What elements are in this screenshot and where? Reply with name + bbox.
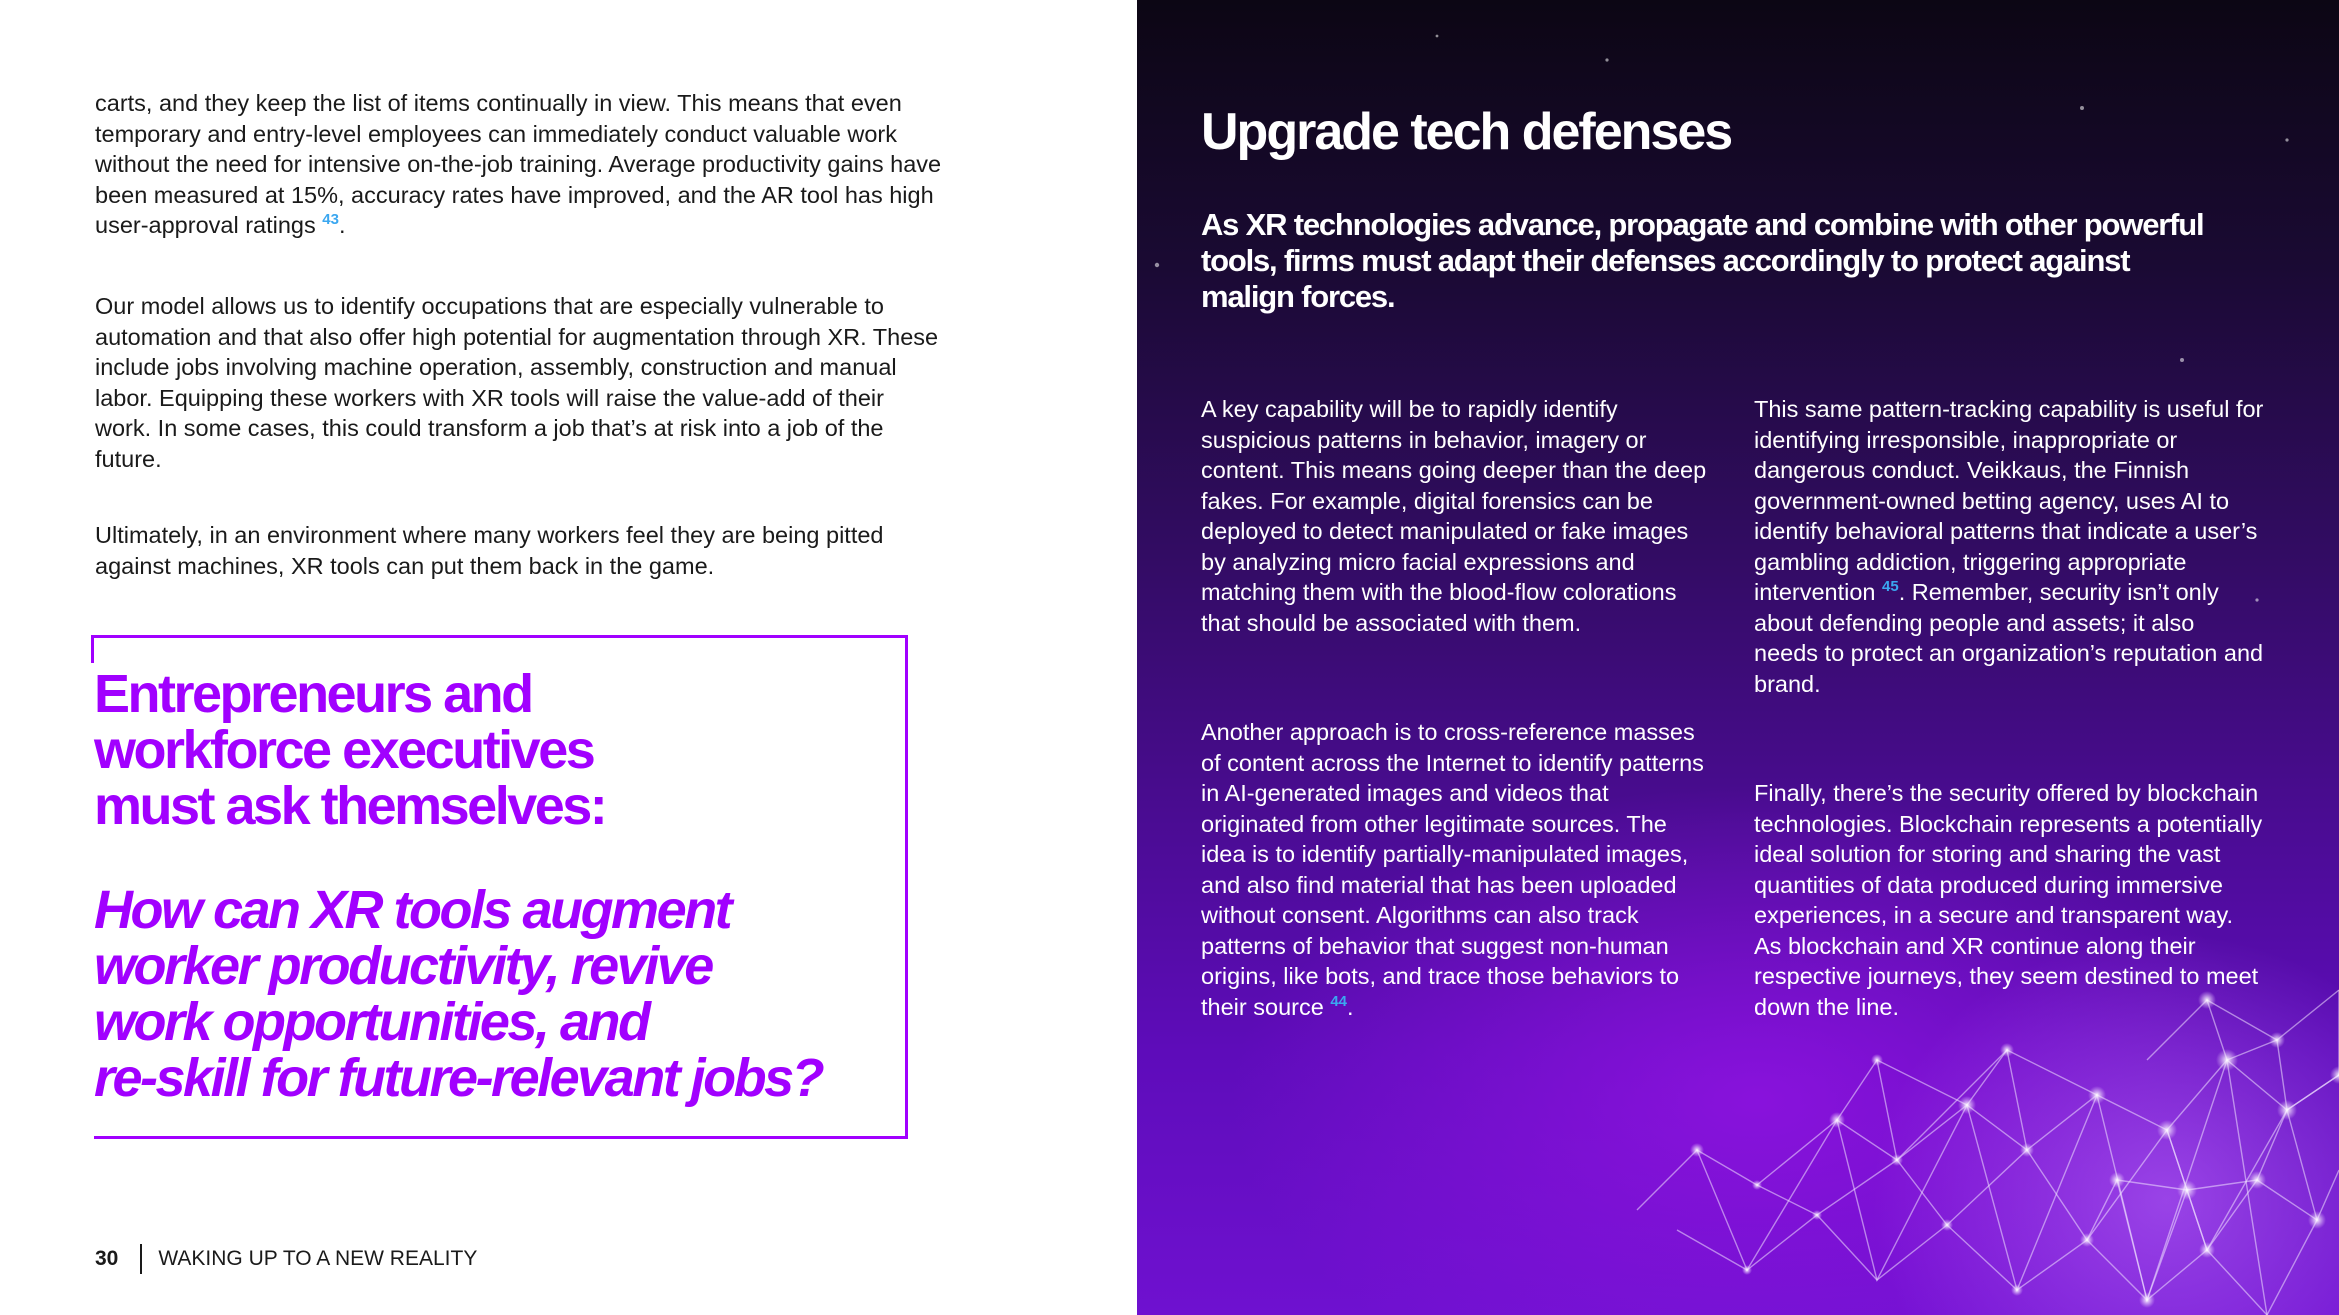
question-line: work opportunities, and <box>94 992 649 1052</box>
reference-43[interactable]: 43 <box>322 211 339 229</box>
body-paragraph-3: Ultimately, in an environment where many workers feel they are being pitted against machines, XR tools can put them back in the game. <box>95 522 884 579</box>
body-paragraph-1 <box>95 88 945 241</box>
pull-quote-box <box>94 635 908 1139</box>
question-line: re-skill for future-relevant jobs? <box>94 1048 823 1108</box>
left-page <box>0 0 1137 1315</box>
right-page <box>1137 0 2339 1315</box>
page-footer <box>95 1244 477 1274</box>
pull-quote-heading <box>94 666 954 834</box>
page-number: 30 <box>95 1247 119 1270</box>
paragraph-text-continued: . Remember, security isn’t only about defending people and assets; it also needs to protect an organization’s reputation and brand. <box>1754 579 2264 697</box>
column-1-paragraph-2 <box>1201 717 1711 1022</box>
paragraph-end: . <box>338 212 346 238</box>
paragraph-text: Another approach is to cross-reference masses of content across the Internet to identify patterns in AI-generated images and videos that originated from other legitimate sources. The idea is to identify partially-manipulated images, and also find material that has been uploaded without consent. Algorithms can also track patterns of behavior that suggest non-human origins, like bots, and trace those behaviors to their source <box>1201 719 1704 1020</box>
heading-line: must ask themselves: <box>94 776 606 836</box>
column-2-paragraph-1 <box>1754 394 2264 699</box>
heading-line: workforce executives <box>94 720 594 780</box>
section-title: WAKING UP TO A NEW REALITY <box>158 1247 478 1270</box>
question-line: worker productivity, revive <box>94 936 712 996</box>
section-title-heading: Upgrade tech defenses <box>1201 103 1732 161</box>
paragraph-end: . <box>1347 993 1354 1020</box>
column-2-paragraph-2: Finally, there’s the security offered by blockchain technologies. Blockchain represents a potentially ideal solution for storing and sharing the vast quantities of data produced during immersive experiences, in a secure and transparent way. As blockchain and XR continue along their respective journeys, they seem destined to meet down the line. <box>1754 780 2263 1020</box>
pull-quote-question <box>94 882 954 1106</box>
heading-line: Entrepreneurs and <box>94 664 532 724</box>
paragraph-text: carts, and they keep the list of items continually in view. This means that even temporary and entry-level employees can immediately conduct valuable work without the need for intensive on-the-job training. Average productivity gains have been measured at 15%, accuracy rates have improved, and the AR tool has high user-approval ratings <box>95 90 942 238</box>
section-subtitle: As XR technologies advance, propagate and combine with other powerful tools, firms must adapt their defenses accordingly to protect against malign forces. <box>1201 207 2204 314</box>
reference-45[interactable]: 45 <box>1882 578 1899 596</box>
footer-divider <box>140 1244 142 1274</box>
question-line: How can XR tools augment <box>94 880 731 940</box>
body-paragraph-2: Our model allows us to identify occupations that are especially vulnerable to automation and that also offer high potential for augmentation through XR. These include jobs involving machine operation, assembly, construction and manual labor. Equipping these workers with XR tools will raise the value-add of their work. In some cases, this could transform a job that’s at risk into a job of the future. <box>95 293 939 472</box>
reference-44[interactable]: 44 <box>1330 992 1347 1010</box>
column-1-paragraph-1: A key capability will be to rapidly identify suspicious patterns in behavior, imagery or content. This means going deeper than the deep fakes. For example, digital forensics can be deployed to detect manipulated or fake images by analyzing micro facial expressions and matching them with the blood-flow colorations that should be associated with them. <box>1201 396 1707 636</box>
paragraph-text: This same pattern-tracking capability is useful for identifying irresponsible, inappropriate or dangerous conduct. Veikkaus, the Finnish government-owned betting agency, uses AI to identify behavioral patterns that indicate a user’s gambling addiction, triggering appropriate intervention <box>1754 396 2264 605</box>
